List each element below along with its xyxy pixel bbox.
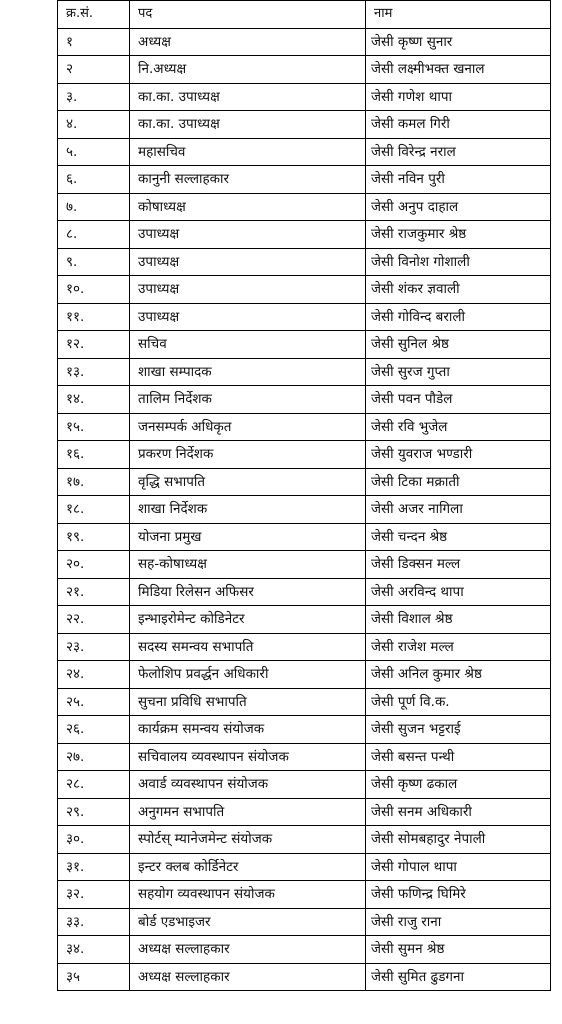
member-name-cell: जेसी राजु राना (366, 908, 551, 936)
post-cell: फेलोशिप प्रवर्द्धन अधिकारी (130, 661, 366, 689)
table-row (58, 303, 551, 331)
serial-number-cell: ३१. (58, 853, 130, 881)
post-cell: नि.अध्यक्ष (130, 56, 366, 84)
header-serial-number: क्र.सं. (58, 1, 130, 29)
member-name-cell: जेसी कमल गिरी (366, 111, 551, 139)
serial-number-cell: २८. (58, 771, 130, 799)
serial-number-cell: १९. (58, 523, 130, 551)
table-row (58, 826, 551, 854)
member-name-cell: जेसी गोपाल थापा (366, 853, 551, 881)
post-cell: उपाध्यक्ष (130, 303, 366, 331)
table-header (58, 1, 551, 29)
member-name-cell: जेसी गोविन्द बराली (366, 303, 551, 331)
table-row (58, 908, 551, 936)
post-cell: वृद्धि सभापति (130, 468, 366, 496)
member-name-cell: जेसी सुरज गुप्ता (366, 358, 551, 386)
member-name-cell: जेसी अरविन्द थापा (366, 578, 551, 606)
member-name-cell: जेसी फणिन्द्र घिमिरे (366, 881, 551, 909)
serial-number-cell: २६. (58, 716, 130, 744)
table-row (58, 716, 551, 744)
post-cell: प्रकरण निर्देशक (130, 441, 366, 469)
post-cell: अध्यक्ष सल्लाहकार (130, 963, 366, 991)
table-row (58, 523, 551, 551)
member-name-cell: जेसी सुनिल श्रेष्ठ (366, 331, 551, 359)
post-cell: अनुगमन सभापति (130, 798, 366, 826)
post-cell: अध्यक्ष (130, 28, 366, 56)
header-name: नाम (366, 1, 551, 29)
member-name-cell: जेसी सुजन भट्टराई (366, 716, 551, 744)
member-name-cell: जेसी कृष्ण सुनार (366, 28, 551, 56)
serial-number-cell: ५. (58, 138, 130, 166)
member-name-cell: जेसी नविन पुरी (366, 166, 551, 194)
table-row (58, 606, 551, 634)
member-name-cell: जेसी पूर्ण वि.क. (366, 688, 551, 716)
table-row (58, 413, 551, 441)
member-name-cell: जेसी अजर नागिला (366, 496, 551, 524)
serial-number-cell: २३. (58, 633, 130, 661)
table-row (58, 963, 551, 991)
serial-number-cell: १२. (58, 331, 130, 359)
post-cell: स्पोर्टस् म्यानेजमेन्ट संयोजक (130, 826, 366, 854)
table-body (58, 28, 551, 991)
committee-table (57, 0, 551, 991)
member-name-cell: जेसी सोमबहादुर नेपाली (366, 826, 551, 854)
post-cell: उपाध्यक्ष (130, 221, 366, 249)
serial-number-cell: १३. (58, 358, 130, 386)
member-name-cell: जेसी लक्ष्मीभक्त खनाल (366, 56, 551, 84)
table-row (58, 881, 551, 909)
post-cell: इन्टर क्लब कोर्डिनेटर (130, 853, 366, 881)
table-row (58, 56, 551, 84)
serial-number-cell: ७. (58, 193, 130, 221)
serial-number-cell: ३. (58, 83, 130, 111)
member-name-cell: जेसी सुमित ढुडगना (366, 963, 551, 991)
post-cell: शाखा सम्पादक (130, 358, 366, 386)
member-name-cell: जेसी डिक्सन मल्ल (366, 551, 551, 579)
table-row (58, 551, 551, 579)
member-name-cell: जेसी पवन पौडेल (366, 386, 551, 414)
member-name-cell: जेसी टिका मक्राती (366, 468, 551, 496)
table-row (58, 798, 551, 826)
post-cell: बोर्ड एडभाइजर (130, 908, 366, 936)
serial-number-cell: ११. (58, 303, 130, 331)
table-row (58, 83, 551, 111)
member-name-cell: जेसी सनम अधिकारी (366, 798, 551, 826)
table-row (58, 468, 551, 496)
post-cell: कोषाध्यक्ष (130, 193, 366, 221)
member-name-cell: जेसी सुमन श्रेष्ठ (366, 936, 551, 964)
serial-number-cell: २२. (58, 606, 130, 634)
serial-number-cell: २४. (58, 661, 130, 689)
member-name-cell: जेसी विरेन्द्र नराल (366, 138, 551, 166)
serial-number-cell: ३०. (58, 826, 130, 854)
table-row (58, 578, 551, 606)
table-row (58, 688, 551, 716)
post-cell: सुचना प्रविधि सभापति (130, 688, 366, 716)
post-cell: सदस्य समन्वय सभापति (130, 633, 366, 661)
table-row (58, 853, 551, 881)
member-name-cell: जेसी युवराज भण्डारी (366, 441, 551, 469)
post-cell: तालिम निर्देशक (130, 386, 366, 414)
serial-number-cell: ३२. (58, 881, 130, 909)
member-name-cell: जेसी विनोश गोशाली (366, 248, 551, 276)
table-row (58, 358, 551, 386)
post-cell: उपाध्यक्ष (130, 248, 366, 276)
serial-number-cell: ६. (58, 166, 130, 194)
serial-number-cell: २७. (58, 743, 130, 771)
member-name-cell: जेसी विशाल श्रेष्ठ (366, 606, 551, 634)
post-cell: उपाध्यक्ष (130, 276, 366, 304)
serial-number-cell: २९. (58, 798, 130, 826)
post-cell: जनसम्पर्क अधिकृत (130, 413, 366, 441)
member-name-cell: जेसी चन्दन श्रेष्ठ (366, 523, 551, 551)
table-row (58, 111, 551, 139)
table-row (58, 276, 551, 304)
table-row (58, 661, 551, 689)
member-name-cell: जेसी बसन्त पन्थी (366, 743, 551, 771)
table-row (58, 936, 551, 964)
committee-table-sheet (57, 0, 550, 1000)
member-name-cell: जेसी शंकर ज्ञवाली (366, 276, 551, 304)
table-row (58, 771, 551, 799)
post-cell: सह-कोषाध्यक्ष (130, 551, 366, 579)
table-row (58, 441, 551, 469)
post-cell: कानुनी सल्लाहकार (130, 166, 366, 194)
post-cell: कार्यक्रम समन्वय संयोजक (130, 716, 366, 744)
post-cell: का.का. उपाध्यक्ष (130, 83, 366, 111)
serial-number-cell: २५. (58, 688, 130, 716)
serial-number-cell: १४. (58, 386, 130, 414)
post-cell: सहयोग व्यवस्थापन संयोजक (130, 881, 366, 909)
serial-number-cell: १५. (58, 413, 130, 441)
serial-number-cell: १८. (58, 496, 130, 524)
serial-number-cell: १०. (58, 276, 130, 304)
post-cell: शाखा निर्देशक (130, 496, 366, 524)
serial-number-cell: १ (58, 28, 130, 56)
table-row (58, 496, 551, 524)
serial-number-cell: ४. (58, 111, 130, 139)
table-row (58, 193, 551, 221)
table-row (58, 221, 551, 249)
serial-number-cell: ३३. (58, 908, 130, 936)
header-post: पद (130, 1, 366, 29)
post-cell: योजना प्रमुख (130, 523, 366, 551)
post-cell: महासचिव (130, 138, 366, 166)
table-row (58, 138, 551, 166)
serial-number-cell: ३५ (58, 963, 130, 991)
serial-number-cell: २ (58, 56, 130, 84)
post-cell: अध्यक्ष सल्लाहकार (130, 936, 366, 964)
post-cell: सचिव (130, 331, 366, 359)
member-name-cell: जेसी गणेश थापा (366, 83, 551, 111)
serial-number-cell: २१. (58, 578, 130, 606)
post-cell: इन्भाइरोमेन्ट कोडिनेटर (130, 606, 366, 634)
table-row (58, 248, 551, 276)
post-cell: मिडिया रिलेसन अफिसर (130, 578, 366, 606)
table-row (58, 386, 551, 414)
serial-number-cell: ३४. (58, 936, 130, 964)
table-row (58, 28, 551, 56)
member-name-cell: जेसी अनिल कुमार श्रेष्ठ (366, 661, 551, 689)
serial-number-cell: २०. (58, 551, 130, 579)
header-row (58, 1, 551, 29)
table-row (58, 743, 551, 771)
serial-number-cell: १७. (58, 468, 130, 496)
member-name-cell: जेसी अनुप दाहाल (366, 193, 551, 221)
post-cell: सचिवालय व्यवस्थापन संयोजक (130, 743, 366, 771)
member-name-cell: जेसी राजेश मल्ल (366, 633, 551, 661)
serial-number-cell: ८. (58, 221, 130, 249)
table-row (58, 331, 551, 359)
table-row (58, 166, 551, 194)
serial-number-cell: १६. (58, 441, 130, 469)
table-row (58, 633, 551, 661)
post-cell: अवार्ड व्यवस्थापन संयोजक (130, 771, 366, 799)
member-name-cell: जेसी रवि भुजेल (366, 413, 551, 441)
member-name-cell: जेसी राजकुमार श्रेष्ठ (366, 221, 551, 249)
post-cell: का.का. उपाध्यक्ष (130, 111, 366, 139)
member-name-cell: जेसी कृष्ण ढकाल (366, 771, 551, 799)
serial-number-cell: ९. (58, 248, 130, 276)
